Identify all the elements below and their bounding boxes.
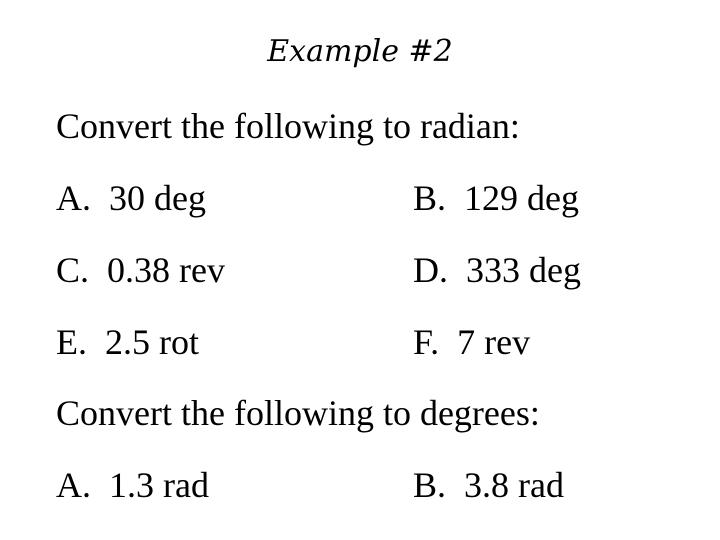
item-label: B. (413, 465, 447, 505)
item-value: 1.3 rad (109, 465, 209, 505)
item-value: 7 rev (457, 322, 531, 362)
item-label: F. (413, 322, 440, 362)
item-label: B. (413, 178, 447, 218)
problem-item (413, 248, 581, 292)
item-value: 0.38 rev (107, 250, 225, 290)
item-label: D. (413, 250, 448, 290)
item-value: 129 deg (464, 178, 579, 218)
problem-item (56, 320, 199, 364)
item-label: E. (56, 322, 87, 362)
item-label: A. (56, 465, 91, 505)
item-label: A. (56, 178, 91, 218)
section-heading-radian: Convert the following to radian: (56, 106, 520, 146)
problem-item (413, 463, 564, 507)
item-value: 3.8 rad (464, 465, 564, 505)
section-heading-degrees: Convert the following to degrees: (56, 393, 540, 433)
slide-title: Example #2 (267, 34, 453, 69)
problem-item (56, 463, 209, 507)
item-value: 333 deg (466, 250, 581, 290)
problem-item (413, 320, 530, 364)
problem-item (56, 248, 225, 292)
problem-item (413, 176, 579, 220)
item-value: 2.5 rot (105, 322, 199, 362)
item-value: 30 deg (109, 178, 206, 218)
problem-item (56, 176, 206, 220)
item-label: C. (56, 250, 90, 290)
